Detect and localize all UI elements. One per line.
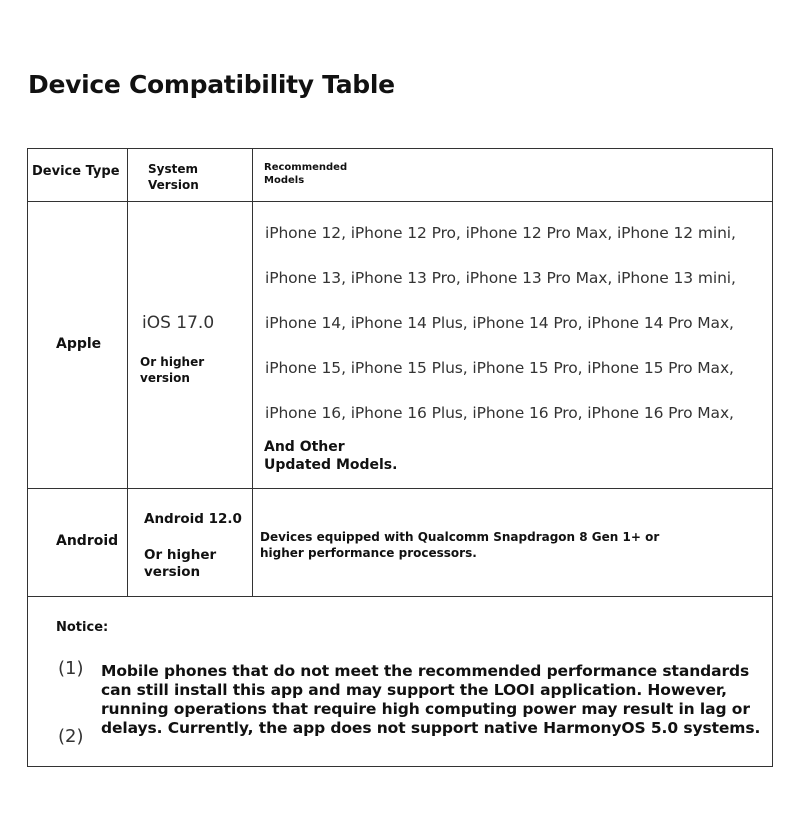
header-device-type: Device Type	[32, 164, 120, 179]
column-divider-1	[127, 148, 128, 597]
ios-or-higher	[140, 354, 204, 386]
ios-or-higher-line-2: version	[140, 371, 190, 385]
column-divider-2	[252, 148, 253, 597]
apple-models-iphone-15: iPhone 15, iPhone 15 Plus, iPhone 15 Pro, iPhone 15 Pro Max,	[265, 359, 734, 377]
header-system-version	[148, 161, 199, 193]
header-recommended-models	[264, 161, 347, 187]
android-device-label: Android	[56, 533, 119, 549]
notice-line: Mobile phones that do not meet the recommended performance standards	[101, 662, 750, 680]
android-desc-line-2: higher performance processors.	[260, 546, 477, 560]
apple-models-iphone-12: iPhone 12, iPhone 12 Pro, iPhone 12 Pro Max, iPhone 12 mini,	[265, 224, 736, 242]
apple-other-models	[264, 438, 397, 474]
apple-other-line-2: Updated Models.	[264, 457, 398, 473]
apple-other-line-1: And Other	[264, 439, 345, 455]
notice-title: Notice:	[56, 620, 109, 635]
notice-number-2: (2)	[58, 726, 84, 747]
android-row-divider	[27, 596, 773, 597]
header-version-line: Version	[148, 178, 199, 192]
ios-or-higher-line-1: Or higher	[140, 355, 205, 369]
notice-text	[101, 662, 760, 738]
android-or-higher	[144, 547, 216, 581]
header-divider	[27, 201, 773, 202]
apple-models-iphone-14: iPhone 14, iPhone 14 Plus, iPhone 14 Pro, iPhone 14 Pro Max,	[265, 314, 734, 332]
header-models-line: Models	[264, 175, 305, 186]
page-title: Device Compatibility Table	[28, 70, 395, 99]
android-desc-line-1: Devices equipped with Qualcomm Snapdragon 8 Gen 1+ or	[260, 530, 660, 544]
header-recommended-line: Recommended	[264, 162, 348, 173]
apple-models-iphone-16: iPhone 16, iPhone 16 Plus, iPhone 16 Pro, iPhone 16 Pro Max,	[265, 404, 734, 422]
android-or-higher-line-1: Or higher	[144, 547, 217, 563]
notice-line: running operations that require high computing power may result in lag or	[101, 700, 750, 718]
ios-version: iOS 17.0	[142, 313, 215, 333]
notice-line: delays. Currently, the app does not support native HarmonyOS 5.0 systems.	[101, 719, 761, 737]
notice-number-1: (1)	[58, 658, 84, 679]
apple-models-iphone-13: iPhone 13, iPhone 13 Pro, iPhone 13 Pro Max, iPhone 13 mini,	[265, 269, 736, 287]
apple-device-label: Apple	[56, 336, 102, 352]
notice-line: can still install this app and may support the LOOI application. However,	[101, 681, 727, 699]
header-system-line: System	[148, 162, 198, 176]
apple-row-divider	[27, 488, 773, 489]
android-version: Android 12.0	[144, 511, 242, 527]
android-recommended-description	[260, 529, 659, 561]
android-or-higher-line-2: version	[144, 564, 201, 580]
